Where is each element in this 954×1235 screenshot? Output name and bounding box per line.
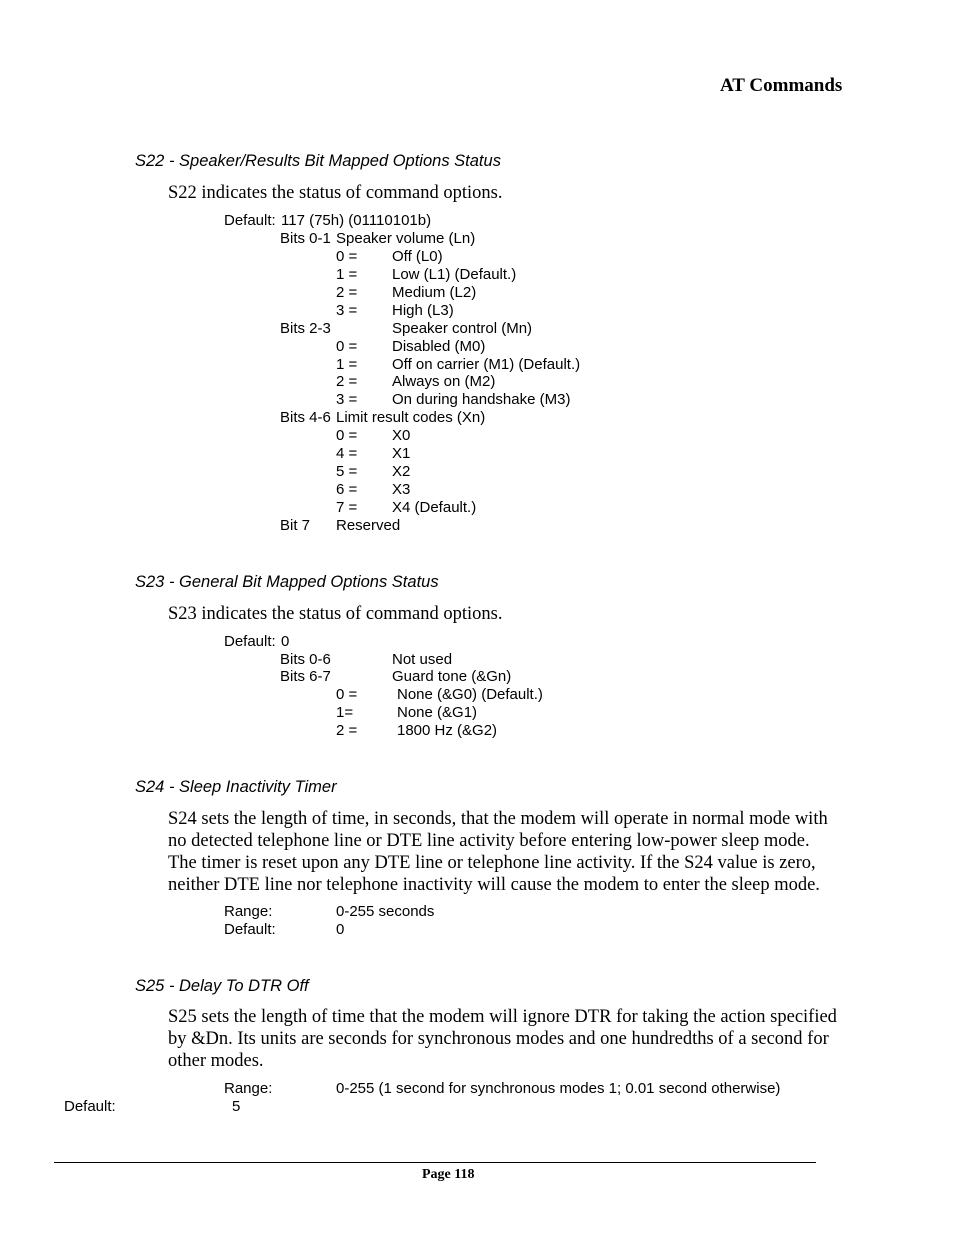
s23-guard-value: 1800 Hz (&G2): [397, 722, 498, 739]
s22-vol-value: High (L3): [392, 302, 454, 319]
page-number: Page 118: [422, 1167, 475, 1182]
s22-code-value: X0: [392, 427, 411, 444]
s22-ctrl-value: Disabled (M0): [392, 338, 486, 355]
s22-default-value: 117 (75h) (01110101b): [281, 212, 432, 229]
s23-title: S23 - General Bit Mapped Options Status: [135, 573, 439, 591]
s23-bits67-label: Bits 6-7: [280, 668, 331, 685]
s22-vol-key: 0 =: [336, 248, 358, 265]
s22-title: S22 - Speaker/Results Bit Mapped Options Status: [135, 152, 501, 170]
s23-guard-key: 1=: [336, 704, 354, 721]
s23-description: S23 indicates the status of command options.: [168, 604, 503, 624]
s22-code-key: 4 =: [336, 445, 358, 462]
s22-bits46-desc: Limit result codes (Xn): [336, 409, 486, 426]
s22-description: S22 indicates the status of command options.: [168, 183, 503, 203]
s22-ctrl-key: 1 =: [336, 356, 358, 373]
s22-bit7-label: Bit 7: [280, 517, 311, 534]
s23-bits06-label: Bits 0-6: [280, 651, 331, 668]
s22-vol-key: 2 =: [336, 284, 358, 301]
s24-description: S24 sets the length of time, in seconds, that the modem will operate in normal mode with no detected telephone line or DTE line activity before entering low-power sleep mode. The timer is reset upon any DTE line or telephone line activity. If the S24 value is zero, neither DTE line nor telephone inactivity will cause the modem to enter the sleep mode.: [168, 809, 828, 895]
s24-default-label: Default:: [224, 921, 276, 938]
s22-bits01-desc: Speaker volume (Ln): [336, 230, 476, 247]
s22-code-value: X2: [392, 463, 411, 480]
s22-ctrl-key: 0 =: [336, 338, 358, 355]
s24-default-value: 0: [336, 921, 345, 938]
s25-range-label: Range:: [224, 1080, 273, 1097]
s25-range-value: 0-255 (1 second for synchronous modes 1; 0.01 second otherwise): [336, 1080, 781, 1097]
s22-ctrl-value: Off on carrier (M1) (Default.): [392, 356, 581, 373]
s22-code-value: X4 (Default.): [392, 499, 477, 516]
s23-bits67-desc: Guard tone (&Gn): [392, 668, 512, 685]
s22-ctrl-value: Always on (M2): [392, 373, 496, 390]
s22-code-key: 5 =: [336, 463, 358, 480]
s22-default-label: Default:: [224, 212, 276, 229]
s22-ctrl-key: 2 =: [336, 373, 358, 390]
s22-bits46-label: Bits 4-6: [280, 409, 331, 426]
s23-bits06-desc: Not used: [392, 651, 453, 668]
s22-code-key: 0 =: [336, 427, 358, 444]
s23-guard-value: None (&G0) (Default.): [397, 686, 543, 703]
footer-rule: [54, 1162, 816, 1163]
s24-range-value: 0-255 seconds: [336, 903, 435, 920]
s25-description: S25 sets the length of time that the modem will ignore DTR for taking the action specified by &Dn. Its units are seconds for synchronous modes and one hundredths of a second for other modes.: [168, 1007, 837, 1071]
s22-ctrl-value: On during handshake (M3): [392, 391, 571, 408]
s22-vol-value: Low (L1) (Default.): [392, 266, 517, 283]
s22-code-key: 7 =: [336, 499, 358, 516]
s22-vol-value: Medium (L2): [392, 284, 477, 301]
s22-code-key: 6 =: [336, 481, 358, 498]
s22-vol-key: 3 =: [336, 302, 358, 319]
s22-bits23-desc: Speaker control (Mn): [392, 320, 533, 337]
s24-range-label: Range:: [224, 903, 273, 920]
s22-bit7-desc: Reserved: [336, 517, 401, 534]
s25-default-label: Default:: [64, 1098, 116, 1115]
s22-bits01-label: Bits 0-1: [280, 230, 331, 247]
page-header: AT Commands: [720, 75, 843, 96]
s23-guard-value: None (&G1): [397, 704, 478, 721]
s23-guard-key: 2 =: [336, 722, 358, 739]
s24-title: S24 - Sleep Inactivity Timer: [135, 778, 337, 796]
s22-code-value: X1: [392, 445, 411, 462]
s25-default-value: 5: [232, 1098, 241, 1115]
s22-code-value: X3: [392, 481, 411, 498]
s23-default-label: Default:: [224, 633, 276, 650]
s23-default-value: 0: [281, 633, 290, 650]
s22-bits23-label: Bits 2-3: [280, 320, 331, 337]
s22-vol-value: Off (L0): [392, 248, 443, 265]
s25-title: S25 - Delay To DTR Off: [135, 977, 309, 995]
s22-vol-key: 1 =: [336, 266, 358, 283]
s22-ctrl-key: 3 =: [336, 391, 358, 408]
s23-guard-key: 0 =: [336, 686, 358, 703]
